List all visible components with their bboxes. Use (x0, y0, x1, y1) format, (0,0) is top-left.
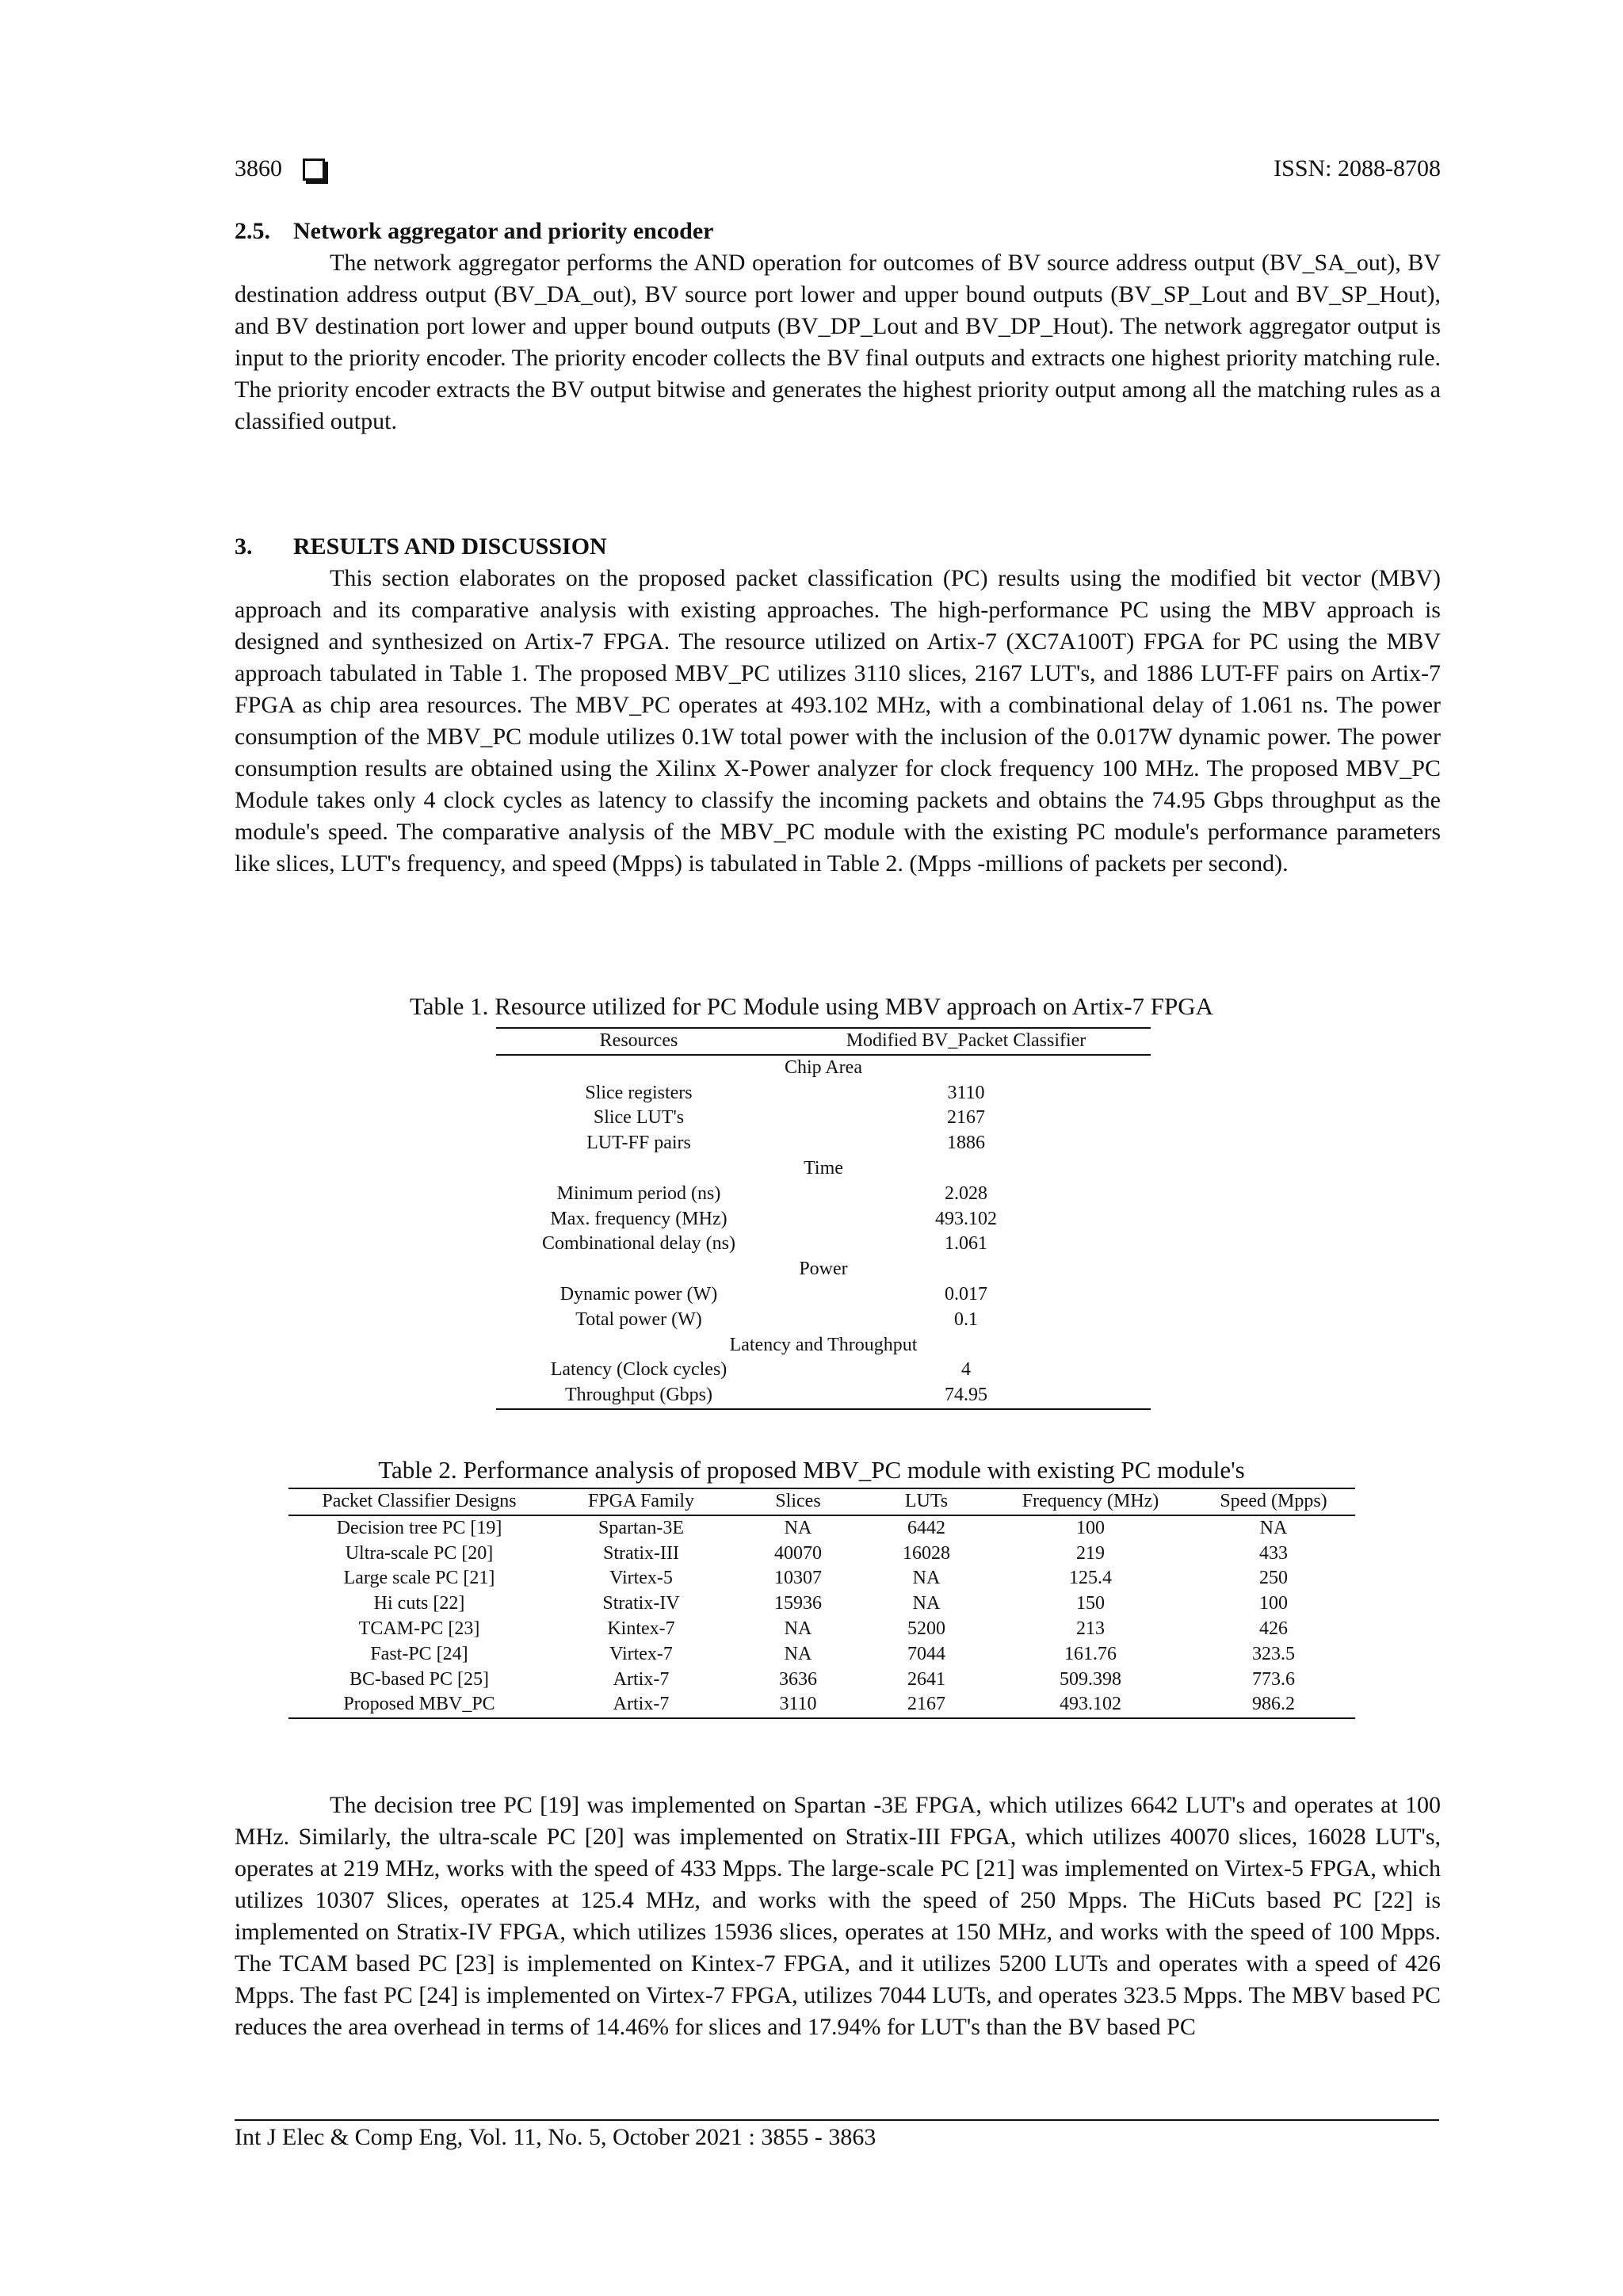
table-cell: 3110 (732, 1692, 864, 1718)
table1-caption: Table 1. Resource utilized for PC Module using MBV approach on Artix-7 FPGA (409, 992, 1214, 1020)
footer-rule (235, 2119, 1439, 2121)
table-cell: 2167 (864, 1692, 989, 1718)
section-paragraph: The network aggregator performs the AND operation for outcomes of BV source address output (BV_SA_out), BV destination address output (BV_DA_out), BV source port lower and upper bound outputs (BV_SP_Lout and BV_SP_Hout), and BV destination port lower and upper bound outputs (BV_DP_Lout and BV_DP_Hout). The network aggregator output is input to the priority encoder. The priority encoder collects the BV final outputs and extracts one highest priority matching rule. The priority encoder extracts the BV output bitwise and generates the highest priority output among all the matching rules as a classified output. (235, 250, 1441, 434)
square-box-icon (303, 159, 325, 181)
group-label: Power (799, 1259, 848, 1280)
table-cell: Dynamic power (W) (559, 1283, 718, 1305)
table-row (288, 1515, 1355, 1541)
section-title: RESULTS AND DISCUSSION (293, 533, 607, 560)
table-cell: 15936 (774, 1593, 822, 1614)
table-cell: 40070 (774, 1542, 822, 1564)
table-cell: 100 (1076, 1517, 1105, 1538)
table-cell: 1886 (947, 1133, 985, 1154)
table-cell: TCAM-PC [23] (358, 1618, 480, 1639)
table-cell: Artix-7 (550, 1692, 732, 1718)
table-row (496, 1383, 1151, 1409)
table-cell: 74.95 (781, 1383, 1151, 1409)
table-cell: 0.1 (954, 1308, 978, 1330)
column-header: Slices (732, 1488, 864, 1515)
table-row (288, 1591, 1355, 1617)
table-cell: LUT-FF pairs (586, 1133, 691, 1154)
table-row (288, 1566, 1355, 1591)
issn-label: ISSN: 2088-8708 (1274, 155, 1441, 181)
table-cell: 16028 (903, 1542, 950, 1564)
table-header-row (288, 1488, 1355, 1515)
table-cell: Latency (Clock cycles) (550, 1359, 727, 1381)
discussion-block (235, 1790, 1441, 2043)
table-cell: NA (784, 1517, 812, 1538)
table-cell: Proposed MBV_PC (288, 1692, 550, 1718)
table-cell: Spartan-3E (598, 1517, 684, 1538)
column-header: Speed (Mpps) (1192, 1488, 1355, 1515)
table-cell: NA (1259, 1517, 1288, 1538)
table-cell: 493.102 (989, 1692, 1192, 1718)
table-row (496, 1131, 1151, 1156)
table-cell: Stratix-III (603, 1542, 679, 1564)
table-row (496, 1081, 1151, 1106)
table-cell: Large scale PC [21] (343, 1568, 495, 1589)
table-row (496, 1232, 1151, 1257)
table-cell: Hi cuts [22] (373, 1593, 465, 1614)
page-number: 3860 (235, 155, 282, 181)
table-cell: Kintex-7 (607, 1618, 675, 1639)
table2 (288, 1488, 1355, 1719)
table-cell: 2641 (907, 1668, 945, 1690)
table-row (496, 1106, 1151, 1131)
table-cell: 161.76 (1064, 1643, 1117, 1664)
table-cell: 150 (1076, 1593, 1105, 1614)
table-cell: NA (784, 1643, 812, 1664)
table-row (288, 1692, 1355, 1718)
table-cell: Artix-7 (613, 1668, 670, 1690)
section-heading (235, 531, 1441, 563)
table-cell: Slice registers (585, 1082, 693, 1103)
table-cell: 323.5 (1252, 1643, 1295, 1664)
table-cell: 2167 (947, 1107, 985, 1129)
table-cell: 1.061 (945, 1233, 987, 1255)
table-cell: 3110 (947, 1082, 985, 1103)
table-row (288, 1617, 1355, 1642)
table-group-row (496, 1257, 1151, 1282)
table-cell: NA (784, 1618, 812, 1639)
table-cell: 773.6 (1252, 1668, 1295, 1690)
table-group-row (496, 1055, 1151, 1081)
table-cell: 3636 (779, 1668, 817, 1690)
table-cell: 426 (1259, 1618, 1288, 1639)
table-cell: Total power (W) (575, 1308, 702, 1330)
table-cell: Throughput (Gbps) (496, 1383, 781, 1409)
table-header-row (496, 1028, 1151, 1055)
table-cell: 509.398 (1060, 1668, 1121, 1690)
table-cell: BC-based PC [25] (349, 1668, 489, 1690)
table-cell: 100 (1259, 1593, 1288, 1614)
table2-caption: Table 2. Performance analysis of proposed MBV_PC module with existing PC module's (378, 1456, 1245, 1484)
section-3 (235, 531, 1441, 880)
footer-citation: Int J Elec & Comp Eng, Vol. 11, No. 5, October 2021 : 3855 - 3863 (235, 2124, 876, 2150)
table-cell: 0.017 (945, 1283, 987, 1305)
table-cell: 433 (1259, 1542, 1288, 1564)
table-cell: 125.4 (1069, 1568, 1112, 1589)
column-header: Modified BV_Packet Classifier (781, 1028, 1151, 1055)
table-cell: Slice LUT's (593, 1107, 685, 1129)
table-cell: Minimum period (ns) (556, 1182, 721, 1204)
section-number: 3. (235, 533, 253, 560)
table-cell: 219 (1076, 1542, 1105, 1564)
table-cell: 213 (1076, 1618, 1105, 1639)
group-label: Latency and Throughput (729, 1334, 918, 1355)
table-cell: 2.028 (945, 1182, 987, 1204)
column-header: LUTs (864, 1488, 989, 1515)
table-row (288, 1642, 1355, 1668)
table-cell: Decision tree PC [19] (336, 1517, 502, 1538)
table-row (496, 1282, 1151, 1308)
section-paragraph: This section elaborates on the proposed packet classification (PC) results using the modified bit vector (MBV) approach and its comparative analysis with existing approaches. The high-performance PC using the MBV approach is designed and synthesized on Artix-7 FPGA. The resource utilized on Artix-7 (XC7A100T) FPGA for PC using the MBV approach tabulated in Table 1. The proposed MBV_PC utilizes 3110 slices, 2167 LUT's, and 1886 LUT-FF pairs on Artix-7 FPGA as chip area resources. The MBV_PC operates at 493.102 MHz, with a combinational delay of 1.061 ns. The power consumption of the MBV_PC module utilizes 0.1W total power with the inclusion of the 0.017W dynamic power. The power consumption results are obtained using the Xilinx X-Power analyzer for clock frequency 100 MHz. The proposed MBV_PC Module takes only 4 clock cycles as latency to classify the incoming packets and obtains the 74.95 Gbps throughput as the module's speed. The comparative analysis of the MBV_PC module with the existing PC module's performance parameters like slices, LUT's frequency, and speed (Mpps) is tabulated in Table 2. (Mpps -millions of packets per second). (235, 565, 1441, 877)
table-row (288, 1668, 1355, 1693)
section-number: 2.5. (235, 218, 270, 244)
section-heading (235, 216, 1441, 247)
table-cell: 5200 (907, 1618, 945, 1639)
table1 (496, 1027, 1151, 1410)
table-cell: Ultra-scale PC [20] (345, 1542, 494, 1564)
column-header: Packet Classifier Designs (288, 1488, 550, 1515)
table-cell: Max. frequency (MHz) (550, 1208, 727, 1229)
section-2-5 (235, 216, 1441, 437)
column-header: Resources (496, 1028, 781, 1055)
table-row (496, 1358, 1151, 1383)
page-header-left (235, 155, 325, 182)
table-cell: 493.102 (935, 1208, 997, 1229)
table-cell: NA (912, 1568, 941, 1589)
discussion-paragraph: The decision tree PC [19] was implemented on Spartan -3E FPGA, which utilizes 6642 LUT's and operates at 100 MHz. Similarly, the ultra-scale PC [20] was implemented on Stratix-III FPGA, which utilizes 40070 slices, 16028 LUT's, operates at 219 MHz, works with the speed of 433 Mpps. The large-scale PC [21] was implemented on Virtex-5 FPGA, which utilizes 10307 Slices, operates at 125.4 MHz, and works with the speed of 250 Mpps. The HiCuts based PC [22] is implemented on Stratix-IV FPGA, which utilizes 15936 slices, operates at 150 MHz, and works with the speed of 100 Mpps. The TCAM based PC [23] is implemented on Kintex-7 FPGA, and it utilizes 5200 LUTs and operates with a speed of 426 Mpps. The fast PC [24] is implemented on Virtex-7 FPGA, utilizes 7044 LUTs, and operates 323.5 Mpps. The MBV based PC reduces the area overhead in terms of 14.46% for slices and 17.94% for LUT's than the BV based PC (235, 1792, 1441, 2040)
table-group-row (496, 1156, 1151, 1182)
group-label: Time (804, 1157, 843, 1179)
table-cell: Fast-PC [24] (370, 1643, 468, 1664)
table-cell: 7044 (907, 1643, 945, 1664)
table-cell: Virtex-7 (609, 1643, 673, 1664)
table-cell: Virtex-5 (609, 1568, 673, 1589)
section-title: Network aggregator and priority encoder (293, 218, 714, 244)
table-cell: NA (912, 1593, 941, 1614)
table-cell: 4 (961, 1359, 971, 1381)
table-row (496, 1182, 1151, 1207)
table-group-row (496, 1333, 1151, 1358)
table-cell: Stratix-IV (602, 1593, 680, 1614)
column-header: Frequency (MHz) (989, 1488, 1192, 1515)
table-row (496, 1207, 1151, 1232)
table-row (496, 1308, 1151, 1333)
table-cell: 10307 (774, 1568, 822, 1589)
table-cell: 250 (1259, 1568, 1288, 1589)
table-cell: 6442 (907, 1517, 945, 1538)
column-header: FPGA Family (550, 1488, 732, 1515)
table-row (288, 1541, 1355, 1567)
table-cell: 986.2 (1192, 1692, 1355, 1718)
group-label: Chip Area (785, 1056, 862, 1078)
table-cell: Combinational delay (ns) (542, 1233, 735, 1255)
